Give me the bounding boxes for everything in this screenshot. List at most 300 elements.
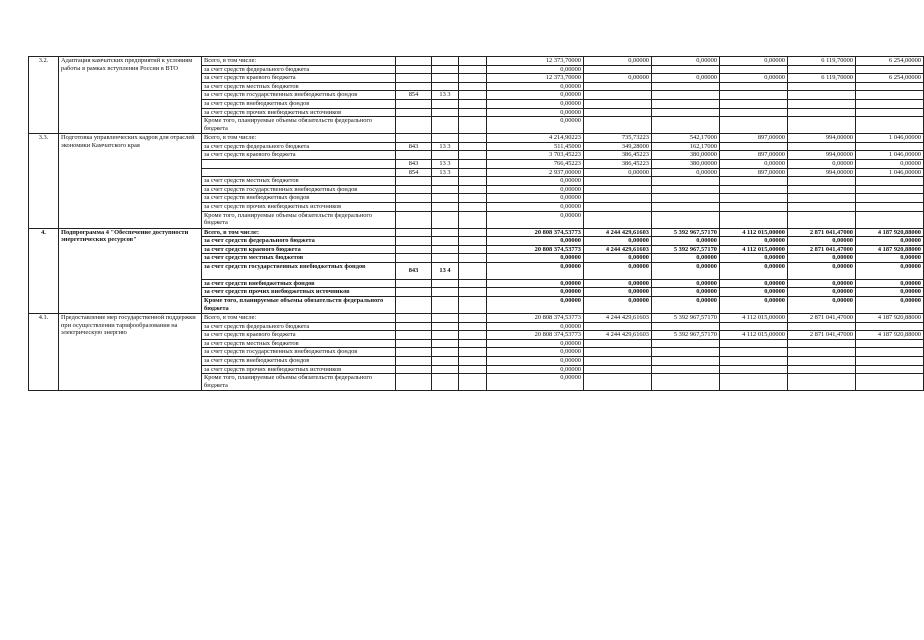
year-value-cell: 0,00000 (652, 297, 720, 314)
year-value-cell: 0,00000 (856, 297, 924, 314)
year-value-cell (856, 194, 924, 203)
table-row (29, 134, 924, 143)
year-value-cell (720, 357, 788, 366)
year-value-cell (584, 194, 652, 203)
year-value-cell (584, 91, 652, 100)
funding-source-label: за счет средств внебюджетных фондов (202, 194, 396, 203)
year-value-cell (720, 65, 788, 74)
year-value-cell: 0,00000 (856, 254, 924, 263)
total-value-cell: 0,00000 (487, 202, 584, 211)
year-value-cell: 0,00000 (584, 262, 652, 279)
year-value-cell (788, 65, 856, 74)
section-title: Подпрограмма 4 "Обеспечение доступности энергетических ресурсов" (59, 228, 202, 314)
funding-source-label: Всего, в том числе: (202, 228, 396, 237)
total-value-cell: 0,00000 (487, 262, 584, 279)
empty-cell (459, 65, 487, 74)
year-value-cell: 0,00000 (788, 288, 856, 297)
empty-cell (459, 82, 487, 91)
year-value-cell (856, 202, 924, 211)
program-code-cell (432, 245, 459, 254)
gov-code-cell: 843 (396, 159, 432, 168)
gov-code-cell (396, 357, 432, 366)
section-number: 4. (29, 228, 59, 314)
year-value-cell: 0,00000 (584, 57, 652, 66)
year-value-cell: 542,17000 (652, 134, 720, 143)
empty-cell (459, 74, 487, 83)
empty-cell (459, 297, 487, 314)
year-value-cell: 4 244 429,61603 (584, 314, 652, 323)
gov-code-cell (396, 202, 432, 211)
year-value-cell: 994,00000 (788, 168, 856, 177)
program-code-cell (432, 151, 459, 160)
year-value-cell: 0,00000 (720, 262, 788, 279)
funding-source-label: за счет средств краевого бюджета (202, 245, 396, 254)
gov-code-cell (396, 322, 432, 331)
funding-source-label: за счет средств краевого бюджета (202, 151, 396, 160)
year-value-cell: 0,00000 (788, 297, 856, 314)
year-value-cell: 0,00000 (720, 159, 788, 168)
funding-source-label: за счет средств прочих внебюджетных источников (202, 288, 396, 297)
program-code-cell (432, 365, 459, 374)
year-value-cell: 4 112 015,00000 (720, 314, 788, 323)
year-value-cell (652, 82, 720, 91)
year-value-cell: 4 112 015,00000 (720, 331, 788, 340)
empty-cell (459, 288, 487, 297)
empty-cell (459, 159, 487, 168)
year-value-cell (584, 185, 652, 194)
year-value-cell (584, 177, 652, 186)
year-value-cell: 0,00000 (652, 168, 720, 177)
empty-cell (459, 194, 487, 203)
year-value-cell (788, 108, 856, 117)
section-title: Предоставление мер государственной поддержки при осуществлении тарифообразования на электрическую энергию (59, 314, 202, 391)
program-code-cell (432, 314, 459, 323)
program-code-cell (432, 194, 459, 203)
program-code-cell (432, 202, 459, 211)
section-number: 3.2. (29, 57, 59, 134)
empty-cell (459, 262, 487, 279)
year-value-cell: 4 244 429,61603 (584, 228, 652, 237)
year-value-cell: 349,28000 (584, 142, 652, 151)
year-value-cell (856, 365, 924, 374)
total-value-cell: 0,00000 (487, 339, 584, 348)
year-value-cell: 4 187 920,88000 (856, 331, 924, 340)
empty-cell (459, 108, 487, 117)
total-value-cell: 0,00000 (487, 297, 584, 314)
year-value-cell (856, 142, 924, 151)
year-value-cell (788, 357, 856, 366)
year-value-cell: 0,00000 (788, 262, 856, 279)
total-value-cell: 20 808 374,53773 (487, 245, 584, 254)
year-value-cell: 0,00000 (788, 279, 856, 288)
year-value-cell: 897,00000 (720, 168, 788, 177)
year-value-cell (856, 211, 924, 228)
total-value-cell: 0,00000 (487, 374, 584, 391)
year-value-cell: 2 871 041,47000 (788, 331, 856, 340)
year-value-cell: 0,00000 (788, 159, 856, 168)
year-value-cell (788, 99, 856, 108)
funding-source-label: Всего, в том числе: (202, 314, 396, 323)
empty-cell (459, 228, 487, 237)
budget-table (28, 56, 924, 391)
table-row (29, 228, 924, 237)
total-value-cell: 0,00000 (487, 365, 584, 374)
year-value-cell (788, 211, 856, 228)
year-value-cell (788, 185, 856, 194)
program-code-cell (432, 297, 459, 314)
funding-source-label: за счет средств государственных внебюджетных фондов (202, 262, 396, 279)
year-value-cell (720, 117, 788, 134)
year-value-cell (652, 91, 720, 100)
year-value-cell (584, 99, 652, 108)
gov-code-cell (396, 185, 432, 194)
year-value-cell (788, 82, 856, 91)
year-value-cell: 0,00000 (652, 57, 720, 66)
gov-code-cell (396, 365, 432, 374)
total-value-cell: 3 703,45223 (487, 151, 584, 160)
gov-code-cell (396, 108, 432, 117)
empty-cell (459, 99, 487, 108)
year-value-cell (856, 339, 924, 348)
year-value-cell (720, 91, 788, 100)
gov-code-cell (396, 331, 432, 340)
total-value-cell: 0,00000 (487, 108, 584, 117)
year-value-cell (652, 365, 720, 374)
year-value-cell (720, 177, 788, 186)
gov-code-cell (396, 279, 432, 288)
year-value-cell (652, 194, 720, 203)
funding-source-label: за счет средств краевого бюджета (202, 74, 396, 83)
year-value-cell (720, 348, 788, 357)
gov-code-cell (396, 348, 432, 357)
year-value-cell (584, 374, 652, 391)
gov-code-cell (396, 211, 432, 228)
year-value-cell: 0,00000 (652, 288, 720, 297)
funding-source-label: Всего, в том числе: (202, 134, 396, 143)
year-value-cell: 6 119,70000 (788, 74, 856, 83)
program-code-cell (432, 348, 459, 357)
funding-source-label: за счет средств федерального бюджета (202, 322, 396, 331)
empty-cell (459, 168, 487, 177)
year-value-cell: 0,00000 (652, 262, 720, 279)
program-code-cell (432, 177, 459, 186)
table-row (29, 57, 924, 66)
year-value-cell (584, 365, 652, 374)
year-value-cell (856, 65, 924, 74)
year-value-cell (584, 202, 652, 211)
year-value-cell (652, 108, 720, 117)
program-code-cell (432, 65, 459, 74)
funding-source-label: за счет средств местных бюджетов (202, 177, 396, 186)
program-code-cell (432, 108, 459, 117)
funding-source-label: за счет средств прочих внебюджетных источников (202, 108, 396, 117)
year-value-cell: 5 392 967,57170 (652, 228, 720, 237)
program-code-cell (432, 279, 459, 288)
total-value-cell: 0,00000 (487, 279, 584, 288)
total-value-cell: 12 373,70000 (487, 57, 584, 66)
total-value-cell: 12 373,70000 (487, 74, 584, 83)
year-value-cell: 0,00000 (788, 237, 856, 246)
gov-code-cell (396, 74, 432, 83)
program-code-cell (432, 211, 459, 228)
year-value-cell: 5 392 967,57170 (652, 331, 720, 340)
year-value-cell: 386,45223 (584, 151, 652, 160)
year-value-cell: 386,45223 (584, 159, 652, 168)
year-value-cell: 380,00000 (652, 159, 720, 168)
year-value-cell (584, 82, 652, 91)
year-value-cell: 0,00000 (856, 159, 924, 168)
program-code-cell: 13 4 (432, 262, 459, 279)
empty-cell (459, 357, 487, 366)
funding-source-label: Кроме того, планируемые объемы обязательств федерального бюджета (202, 374, 396, 391)
year-value-cell: 0,00000 (788, 254, 856, 263)
gov-code-cell: 843 (396, 142, 432, 151)
year-value-cell: 5 392 967,57170 (652, 245, 720, 254)
year-value-cell (788, 348, 856, 357)
year-value-cell: 897,00000 (720, 151, 788, 160)
total-value-cell: 20 808 374,53773 (487, 314, 584, 323)
year-value-cell: 4 244 429,61603 (584, 331, 652, 340)
gov-code-cell (396, 134, 432, 143)
funding-source-label: за счет средств внебюджетных фондов (202, 357, 396, 366)
funding-source-label: за счет средств прочих внебюджетных источников (202, 202, 396, 211)
year-value-cell (652, 99, 720, 108)
funding-source-label: Кроме того, планируемые объемы обязательств федерального бюджета (202, 117, 396, 134)
program-code-cell (432, 237, 459, 246)
year-value-cell (584, 322, 652, 331)
year-value-cell: 6 254,00000 (856, 74, 924, 83)
total-value-cell: 0,00000 (487, 177, 584, 186)
total-value-cell: 20 808 374,53773 (487, 228, 584, 237)
total-value-cell: 0,00000 (487, 237, 584, 246)
year-value-cell: 4 112 015,00000 (720, 228, 788, 237)
year-value-cell: 0,00000 (584, 74, 652, 83)
gov-code-cell (396, 237, 432, 246)
year-value-cell: 4 187 920,88000 (856, 228, 924, 237)
year-value-cell (652, 348, 720, 357)
year-value-cell: 162,17000 (652, 142, 720, 151)
year-value-cell (788, 177, 856, 186)
year-value-cell (856, 108, 924, 117)
year-value-cell (584, 117, 652, 134)
total-value-cell: 20 808 374,53773 (487, 331, 584, 340)
empty-cell (459, 151, 487, 160)
year-value-cell (652, 322, 720, 331)
year-value-cell: 1 046,00000 (856, 168, 924, 177)
year-value-cell (652, 357, 720, 366)
year-value-cell: 0,00000 (584, 279, 652, 288)
year-value-cell: 4 244 429,61603 (584, 245, 652, 254)
year-value-cell (856, 82, 924, 91)
year-value-cell (856, 117, 924, 134)
empty-cell (459, 237, 487, 246)
total-value-cell: 0,00000 (487, 91, 584, 100)
year-value-cell: 0,00000 (856, 237, 924, 246)
total-value-cell: 0,00000 (487, 254, 584, 263)
year-value-cell: 6 254,00000 (856, 57, 924, 66)
funding-source-label: за счет средств краевого бюджета (202, 331, 396, 340)
year-value-cell (720, 108, 788, 117)
year-value-cell (720, 142, 788, 151)
funding-source-label: за счет средств местных бюджетов (202, 82, 396, 91)
empty-cell (459, 117, 487, 134)
gov-code-cell (396, 314, 432, 323)
year-value-cell: 0,00000 (720, 74, 788, 83)
year-value-cell: 0,00000 (720, 288, 788, 297)
year-value-cell (720, 339, 788, 348)
section-title: Адаптация камчатских предприятий к условиям работы в рамках вступления России в ВТО (59, 57, 202, 134)
empty-cell (459, 177, 487, 186)
year-value-cell: 2 871 041,47000 (788, 314, 856, 323)
year-value-cell (584, 65, 652, 74)
year-value-cell: 0,00000 (720, 279, 788, 288)
total-value-cell: 0,00000 (487, 194, 584, 203)
year-value-cell: 2 871 041,47000 (788, 228, 856, 237)
empty-cell (459, 211, 487, 228)
total-value-cell: 0,00000 (487, 348, 584, 357)
empty-cell (459, 57, 487, 66)
year-value-cell (652, 117, 720, 134)
gov-code-cell (396, 177, 432, 186)
year-value-cell: 5 392 967,57170 (652, 314, 720, 323)
empty-cell (459, 339, 487, 348)
year-value-cell: 0,00000 (652, 254, 720, 263)
program-code-cell: 13 3 (432, 159, 459, 168)
total-value-cell: 0,00000 (487, 357, 584, 366)
funding-source-label: за счет средств государственных внебюджетных фондов (202, 91, 396, 100)
year-value-cell: 0,00000 (584, 297, 652, 314)
year-value-cell (788, 365, 856, 374)
year-value-cell (720, 99, 788, 108)
empty-cell (459, 279, 487, 288)
funding-source-label: Всего, в том числе: (202, 57, 396, 66)
gov-code-cell: 854 (396, 91, 432, 100)
year-value-cell (856, 357, 924, 366)
empty-cell (459, 202, 487, 211)
year-value-cell (856, 91, 924, 100)
funding-source-label (202, 168, 396, 177)
program-code-cell: 13 3 (432, 91, 459, 100)
funding-source-label: за счет средств местных бюджетов (202, 254, 396, 263)
year-value-cell (856, 348, 924, 357)
year-value-cell (720, 211, 788, 228)
year-value-cell (720, 365, 788, 374)
empty-cell (459, 134, 487, 143)
year-value-cell: 4 112 015,00000 (720, 245, 788, 254)
total-value-cell: 0,00000 (487, 322, 584, 331)
total-value-cell: 766,45223 (487, 159, 584, 168)
funding-source-label: за счет средств государственных внебюджетных фондов (202, 185, 396, 194)
year-value-cell (788, 322, 856, 331)
program-code-cell (432, 134, 459, 143)
year-value-cell (652, 211, 720, 228)
program-code-cell: 13 3 (432, 168, 459, 177)
year-value-cell: 1 046,00000 (856, 134, 924, 143)
section-number: 3.3. (29, 134, 59, 228)
year-value-cell (720, 185, 788, 194)
section-title: Подготовка управленческих кадров для отраслей экономики Камчатского края (59, 134, 202, 228)
year-value-cell: 0,00000 (856, 262, 924, 279)
empty-cell (459, 322, 487, 331)
program-code-cell (432, 322, 459, 331)
table-row (29, 314, 924, 323)
total-value-cell: 2 937,00000 (487, 168, 584, 177)
gov-code-cell: 854 (396, 168, 432, 177)
funding-source-label: за счет средств внебюджетных фондов (202, 99, 396, 108)
program-code-cell (432, 57, 459, 66)
funding-source-label: за счет средств государственных внебюджетных фондов (202, 348, 396, 357)
year-value-cell (652, 65, 720, 74)
gov-code-cell (396, 245, 432, 254)
total-value-cell: 0,00000 (487, 82, 584, 91)
year-value-cell (652, 202, 720, 211)
year-value-cell: 0,00000 (856, 288, 924, 297)
empty-cell (459, 348, 487, 357)
year-value-cell: 380,00000 (652, 151, 720, 160)
year-value-cell: 0,00000 (720, 237, 788, 246)
empty-cell (459, 91, 487, 100)
year-value-cell (584, 357, 652, 366)
program-code-cell (432, 185, 459, 194)
year-value-cell: 0,00000 (584, 237, 652, 246)
funding-source-label: за счет средств прочих внебюджетных источников (202, 365, 396, 374)
year-value-cell: 0,00000 (652, 237, 720, 246)
year-value-cell: 1 046,00000 (856, 151, 924, 160)
funding-source-label: за счет средств федерального бюджета (202, 237, 396, 246)
total-value-cell: 0,00000 (487, 65, 584, 74)
gov-code-cell (396, 297, 432, 314)
funding-source-label: за счет средств местных бюджетов (202, 339, 396, 348)
total-value-cell: 0,00000 (487, 99, 584, 108)
gov-code-cell (396, 117, 432, 134)
gov-code-cell (396, 57, 432, 66)
year-value-cell (788, 202, 856, 211)
program-code-cell (432, 99, 459, 108)
year-value-cell (788, 339, 856, 348)
empty-cell (459, 374, 487, 391)
funding-source-label: за счет средств внебюджетных фондов (202, 279, 396, 288)
program-code-cell (432, 331, 459, 340)
year-value-cell (652, 339, 720, 348)
program-code-cell (432, 117, 459, 134)
year-value-cell (788, 194, 856, 203)
funding-source-label: за счет средств федерального бюджета (202, 65, 396, 74)
year-value-cell (788, 117, 856, 134)
empty-cell (459, 331, 487, 340)
year-value-cell: 4 187 920,88000 (856, 314, 924, 323)
program-code-cell (432, 339, 459, 348)
empty-cell (459, 254, 487, 263)
gov-code-cell (396, 151, 432, 160)
year-value-cell: 897,00000 (720, 134, 788, 143)
year-value-cell: 6 119,70000 (788, 57, 856, 66)
gov-code-cell (396, 339, 432, 348)
funding-source-label: Кроме того, планируемые объемы обязательств федерального бюджета (202, 211, 396, 228)
empty-cell (459, 365, 487, 374)
year-value-cell (720, 82, 788, 91)
year-value-cell (584, 211, 652, 228)
funding-source-label (202, 159, 396, 168)
year-value-cell (788, 374, 856, 391)
gov-code-cell (396, 99, 432, 108)
empty-cell (459, 245, 487, 254)
empty-cell (459, 142, 487, 151)
year-value-cell (720, 322, 788, 331)
year-value-cell (856, 322, 924, 331)
gov-code-cell: 843 (396, 262, 432, 279)
year-value-cell (856, 185, 924, 194)
funding-source-label: за счет средств федерального бюджета (202, 142, 396, 151)
